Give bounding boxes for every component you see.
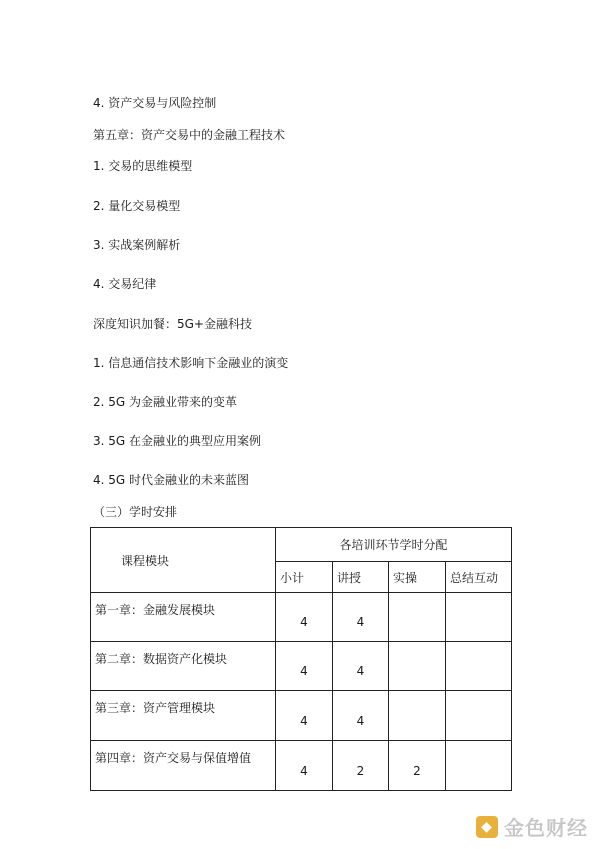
hours-cell (446, 691, 512, 741)
hours-cell: 2 (333, 741, 389, 791)
hours-cell (389, 593, 446, 642)
table-row (91, 593, 512, 642)
text-line: 2. 5G 为金融业带来的变革 (93, 395, 238, 409)
hours-cell: 4 (333, 593, 389, 642)
module-header: 课程模块 (91, 528, 276, 593)
text-line: 1. 信息通信技术影响下金融业的演变 (93, 356, 289, 370)
text-line: 4. 资产交易与风险控制 (93, 96, 217, 110)
watermark-text: 金色财经 (504, 816, 588, 840)
text-line: 4. 5G 时代金融业的未来蓝图 (93, 473, 250, 487)
hours-cell: 4 (276, 642, 333, 691)
text-line: 1. 交易的思维模型 (93, 159, 193, 173)
table-row (91, 741, 512, 791)
schedule-table (90, 527, 512, 791)
table-row (91, 691, 512, 741)
text-line: 2. 量化交易模型 (93, 199, 181, 213)
gold-logo-icon: ◆ (476, 816, 498, 838)
hours-cell (446, 741, 512, 791)
hours-cell: 4 (276, 593, 333, 642)
subheader-summary: 总结互动 (446, 562, 512, 593)
watermark (476, 812, 588, 841)
module-cell: 第二章：数据资产化模块 (91, 642, 276, 691)
module-cell: 第三章：资产管理模块 (91, 691, 276, 741)
allocation-header: 各培训环节学时分配 (276, 528, 512, 562)
hours-cell (389, 642, 446, 691)
subheader-subtotal: 小计 (276, 562, 333, 593)
module-cell: 第四章：资产交易与保值增值 (91, 741, 276, 791)
subheader-practice: 实操 (389, 562, 446, 593)
text-line: 第五章：资产交易中的金融工程技术 (93, 128, 286, 142)
hours-cell (389, 691, 446, 741)
text-line: 深度知识加餐：5G+金融科技 (93, 317, 252, 331)
hours-cell (446, 642, 512, 691)
hours-cell: 4 (333, 642, 389, 691)
text-line: 3. 实战案例解析 (93, 238, 181, 252)
text-line: 3. 5G 在金融业的典型应用案例 (93, 434, 262, 448)
subheader-lecture: 讲授 (333, 562, 389, 593)
hours-cell: 4 (276, 691, 333, 741)
module-cell: 第一章：金融发展模块 (91, 593, 276, 642)
hours-cell (446, 593, 512, 642)
text-line: （三）学时安排 (93, 505, 178, 519)
table-row (91, 642, 512, 691)
hours-cell: 2 (389, 741, 446, 791)
hours-cell: 4 (333, 691, 389, 741)
hours-cell: 4 (276, 741, 333, 791)
text-line: 4. 交易纪律 (93, 277, 157, 291)
